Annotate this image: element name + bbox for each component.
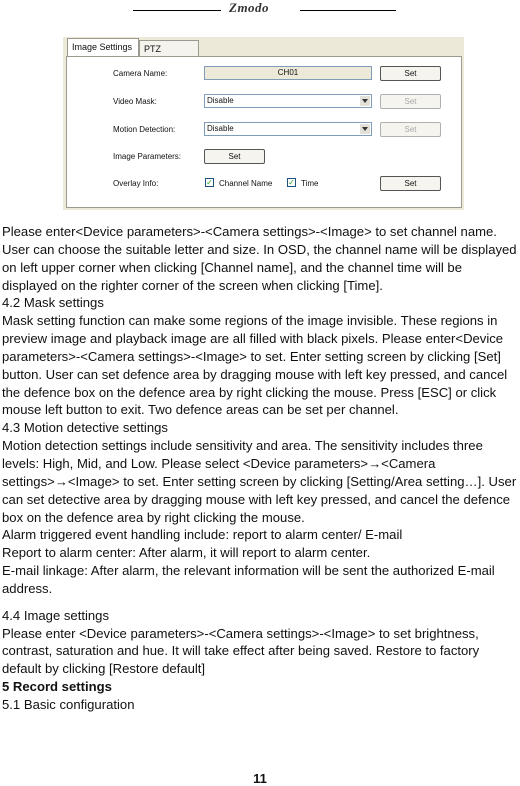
chevron-down-icon[interactable] — [360, 96, 370, 106]
header-rule-left — [133, 10, 221, 11]
tab-strip — [63, 37, 464, 57]
chevron-down-icon[interactable] — [360, 124, 370, 134]
camera-name-value: CH01 — [277, 68, 299, 77]
intro-paragraph: Please enter<Device parameters>-<Camera settings>-<Image> to set channel name. User can choose the suitable letter and size. In OSD, the channel name will be displayed on left upper corner when clicking [Channel name], and the channel time will be displayed on the righter corner of the screen when clicking [Time]. — [2, 224, 517, 293]
image-settings-paragraph: Please enter <Device parameters>-<Camera settings>-<Image> to set brightness, contrast, saturation and hue. It will take effect after being saved. Restore to factory default by clicking [Restore default] — [2, 625, 480, 677]
tab-image-settings[interactable]: Image Settings — [67, 38, 139, 57]
time-checkbox[interactable]: ✓ — [288, 178, 295, 187]
video-mask-label: Video Mask: — [113, 97, 157, 106]
zmodo-logo: Zmodo — [229, 0, 270, 15]
alarm-report-line: Report to alarm center: After alarm, it will report to alarm center. — [2, 545, 371, 561]
page-number: 11 — [253, 771, 267, 786]
channel-name-checkbox-label: Channel Name — [219, 179, 273, 188]
time-checkbox-label: Time — [301, 179, 319, 188]
mask-settings-heading: 4.2 Mask settings — [2, 295, 104, 311]
video-mask-set-button[interactable]: Set — [380, 94, 441, 109]
email-linkage-line: E-mail linkage: After alarm, the relevant information will be sent the authorized E-mail address. — [2, 563, 495, 596]
image-parameters-set-button[interactable]: Set — [204, 149, 265, 164]
image-settings-dialog — [63, 37, 464, 210]
motion-settings-heading: 4.3 Motion detective settings — [2, 420, 168, 436]
document-body — [2, 223, 520, 714]
camera-name-label: Camera Name: — [113, 69, 168, 78]
basic-configuration-heading: 5.1 Basic configuration — [2, 696, 135, 712]
image-parameters-label: Image Parameters: — [113, 152, 182, 161]
motion-detection-label: Motion Detection: — [113, 125, 176, 134]
video-mask-select[interactable] — [204, 94, 372, 108]
video-mask-value: Disable — [207, 96, 234, 105]
record-settings-heading: 5 Record settings — [2, 679, 112, 695]
motion-detection-value: Disable — [207, 124, 234, 133]
motion-settings-paragraph: Motion detection settings include sensitivity and area. The sensitivity includes three levels: High, Mid, and Low. Please select <Device parameters>→<Camera settings>→<Image> to set. Enter setting screen by clicking [Setting/Area setting…]. User can set detective area by dragging mouse with left key pressed, and cancel the defence box on the defence area by right clicking the mouse. — [2, 438, 517, 525]
overlay-info-set-button[interactable]: Set — [380, 176, 441, 191]
tab-ptz-settings[interactable]: PTZ — [139, 40, 199, 56]
camera-name-set-button[interactable]: Set — [380, 66, 441, 81]
channel-name-checkbox[interactable]: ✓ — [206, 178, 213, 187]
motion-detection-select[interactable] — [204, 122, 372, 136]
camera-name-field[interactable] — [204, 66, 372, 80]
page-header — [0, 0, 520, 20]
image-settings-panel — [66, 56, 462, 208]
motion-detection-set-button[interactable]: Set — [380, 122, 441, 137]
image-settings-heading: 4.4 Image settings — [2, 607, 109, 623]
header-rule-right — [300, 10, 396, 11]
overlay-info-label: Overlay Info: — [113, 179, 159, 188]
mask-settings-paragraph: Mask setting function can make some regions of the image invisible. These regions in preview image and playback image are all filled with black pixels. Please enter<Device parameters>-<Camera settings>-<Image> to set. Enter setting screen by clicking [Set] button. User can set defence area by dragging mouse with left key pressed, and cancel the defence box on the defence area by right clicking the mouse. Press [ESC] or click mouse left button to exit. Two defence areas can be set per channel. — [2, 313, 508, 418]
alarm-handling-line: Alarm triggered event handling include: report to alarm center/ E-mail — [2, 527, 403, 543]
